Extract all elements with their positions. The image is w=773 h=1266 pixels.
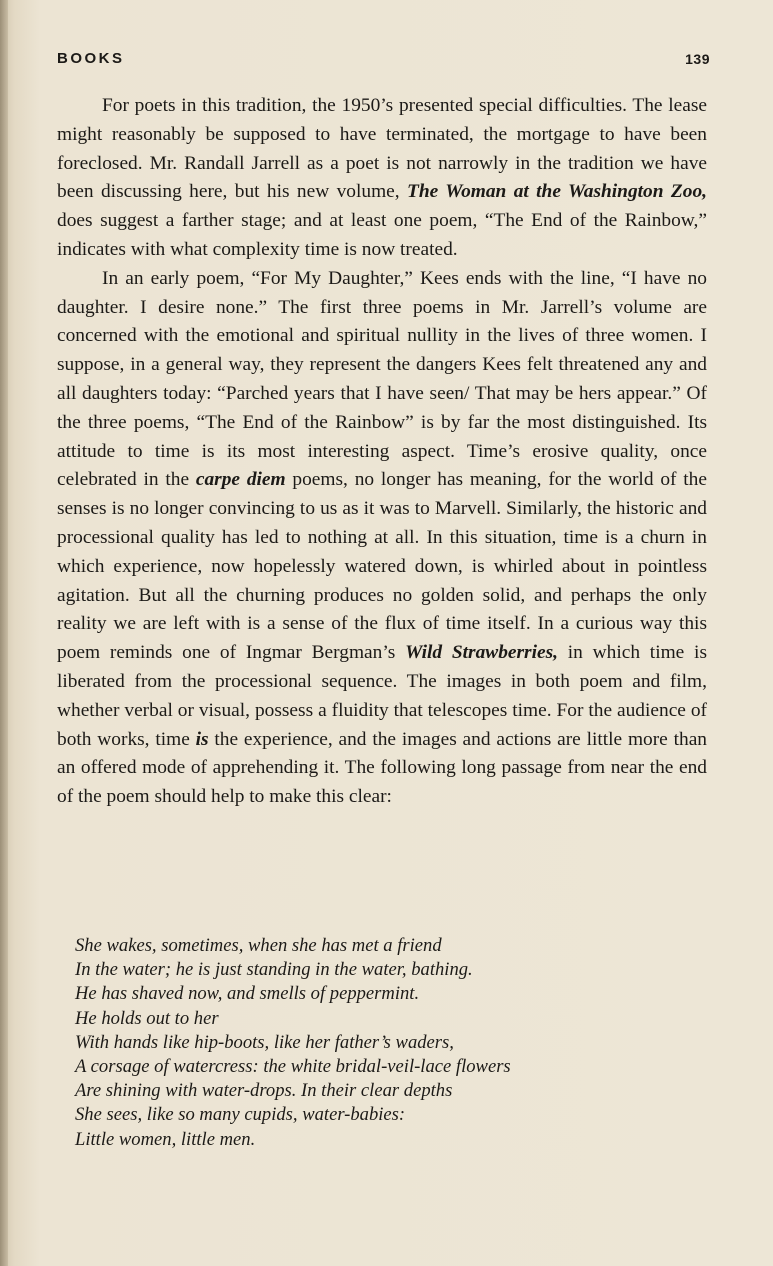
poem-line: Little women, little men. [75, 1128, 256, 1150]
paragraph [57, 265, 707, 812]
poem-line: She wakes, sometimes, when she has met a friend [75, 935, 442, 956]
running-head: BOOKS [57, 50, 125, 67]
poem-line: She sees, like so many cupids, water-babies: [75, 1104, 406, 1126]
body-text [57, 92, 707, 812]
book-title: The Woman at the Washington Zoo, [407, 181, 707, 203]
poem-line: Are shining with water-drops. In their clear depths [75, 1080, 453, 1102]
text-run: In an early poem, “For My Daughter,” Kees ends with the line, “I have no daughter. I desire none.” The first three poems in Mr. Jarrell’s volume are concerned with the emotional and spiritual nullity in the lives of three women. I suppose, in a general way, they represent the dangers Kees felt threatened any and all daughters today: “Parched years that I have seen/ That may be hers appear.” Of the three poems, “The End of the Rainbow” is by far the most distinguished. Its attitude to time is its most interesting aspect. Time’s erosive quality, once celebrated in the [57, 267, 707, 491]
page-number: 139 [685, 51, 710, 67]
film-title: Wild Strawberries, [405, 642, 558, 664]
text-run: For poets in this tradition, the 1950’s presented special difficulties. The lease might reasonably be supposed to have terminated, the mortgage to have been foreclosed. Mr. Randall Jarrell as a poet is not narrowly in the tradition we have been discussing here, but his new volume, [57, 95, 707, 203]
text-run: does suggest a farther stage; and at least one poem, “The End of the Rainbow,” indicates with what complexity time is now treated. [57, 210, 707, 260]
page-header [57, 50, 710, 72]
text-run: poems, no longer has meaning, for the world of the senses is no longer convincing to us as it was to Marvell. Similarly, the historic and processional quality has led to nothing at all. In this situation, time is a churn in which experience, now hopelessly watered down, is whirled about in pointless agitation. But all the churning produces no golden solid, and perhaps the only reality we are left with is a sense of the flux of time itself. In a curious way this poem reminds one of Ingmar Bergman’s [57, 469, 707, 664]
italic-phrase: carpe diem [195, 469, 286, 491]
poem-line: With hands like hip-boots, like her father’s waders, [75, 1031, 454, 1053]
text-run: the experience, and the images and actions are little more than an offered mode of apprehending it. The following long passage from near the end of the poem should help to make this clear: [57, 728, 707, 808]
poem-quotation [75, 934, 715, 1152]
poem-line: In the water; he is just standing in the water, bathing. [75, 959, 473, 981]
poem-line: He holds out to her [75, 1007, 219, 1029]
poem-line: He has shaved now, and smells of peppermint. [75, 983, 420, 1005]
paragraph [57, 92, 707, 265]
italic-emphasis: is [195, 728, 209, 750]
poem-line: A corsage of watercress: the white bridal-veil-lace flowers [75, 1056, 511, 1078]
text-run: in which time is liberated from the processional sequence. The images in both poem and film, whether verbal or visual, possess a fluidity that telescopes time. For the audience of both works, time [57, 642, 707, 750]
page-gutter [0, 0, 8, 1266]
